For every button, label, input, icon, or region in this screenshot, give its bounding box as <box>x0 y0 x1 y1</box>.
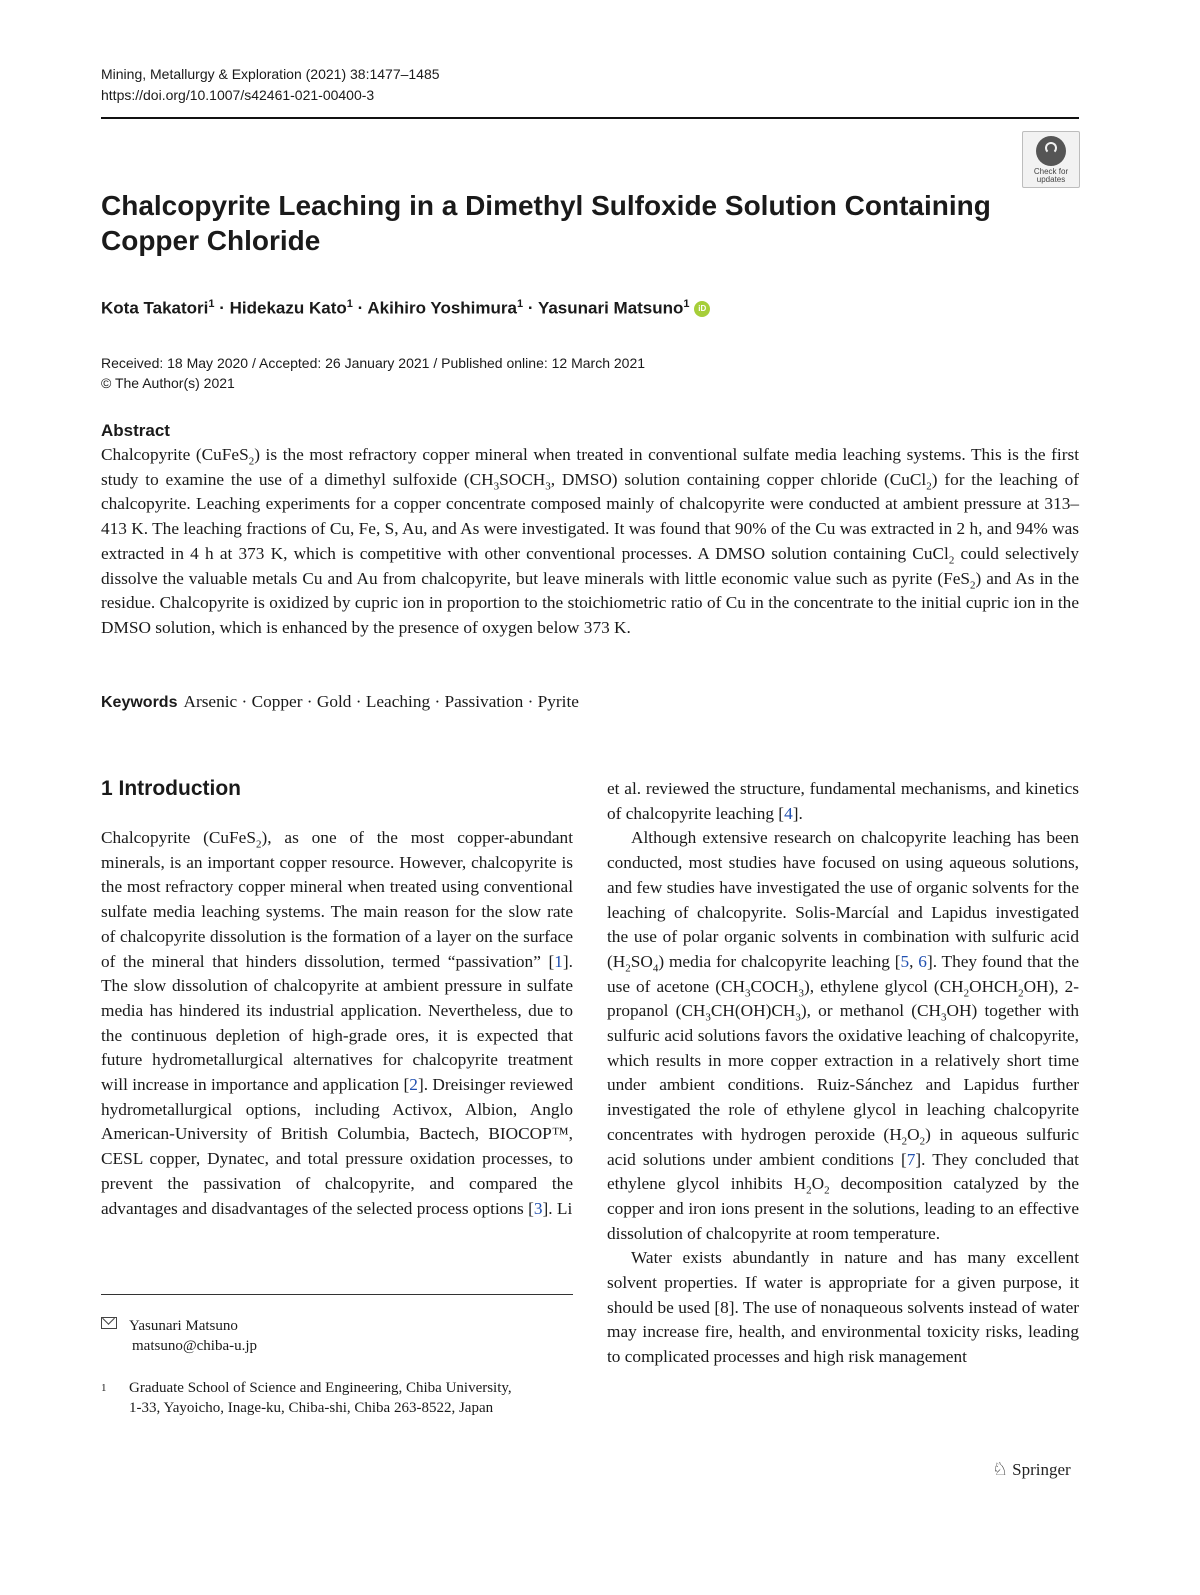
check-updates-icon <box>1036 136 1066 166</box>
intro-paragraph-2: Although extensive research on chalcopyrite leaching has been conducted, most studies have focused on using aqueous solutions, and few studies have investigated the use of organic solvents for the leaching of chalcopyrite. Solis-Marcíal and Lapidus investigated the use of polar organic solvents in combination with sulfuric acid $(H_2SO_4)$ media for chalcopyrite leaching [5, 6]. They found that the use of acetone $(CH_3COCH_3)$, ethylene glycol $(CH_2OHCH_2OH)$, 2-propanol $(CH_3CH(OH)CH_3)$, or methanol $(CH_3OH)$ together with sulfuric acid solutions favors the oxidative leaching of chalcopyrite, which results in more copper extraction in a relatively short time under ambient conditions. Ruiz-Sánchez and Lapidus further investigated the role of ethylene glycol in leaching chalcopyrite concentrates with hydrogen peroxide $(H_2O_2)$ in aqueous sulfuric acid solutions under ambient conditions [7]. They concluded that ethylene glycol inhibits $H_2O_2$ decomposition catalyzed by the copper and iron ions present in the solutions, leading to an effective dissolution of chalcopyrite at room temperature. <box>607 828 1080 1243</box>
author-affiliation-mark: 1 <box>516 298 524 310</box>
author-name[interactable]: Hidekazu Kato <box>229 298 347 318</box>
author-separator: · <box>357 298 364 318</box>
right-column <box>607 777 1079 1370</box>
intro-paragraph-1-part-b: et al. reviewed the structure, fundamental mechanisms, and kinetics of chalcopyrite leaching [4]. <box>607 779 1079 823</box>
author-separator: · <box>527 298 534 318</box>
intro-paragraph-3: Water exists abundantly in nature and has many excellent solvent properties. If water is appropriate for a given purpose, it should be used [8]. The use of nonaqueous solvents instead of water may increase fire, health, and environmental toxicity risks, leading to complicated processes and high risk management <box>607 1248 1079 1367</box>
section-heading-introduction: 1 Introduction <box>101 777 241 800</box>
footnote-rule <box>101 1294 573 1295</box>
left-column <box>101 826 573 1221</box>
keywords <box>101 690 579 715</box>
affiliation-footnote <box>101 1378 512 1418</box>
badge-label: Check for updates <box>1033 167 1069 184</box>
publisher-logo <box>992 1458 1071 1481</box>
corresponding-author <box>101 1316 257 1356</box>
affiliation-line: Graduate School of Science and Engineering, Chiba University, <box>129 1380 512 1396</box>
publication-dates <box>101 353 645 393</box>
contact-name: Yasunari Matsuno <box>129 1318 238 1334</box>
author-affiliation-mark: 1 <box>208 298 215 310</box>
keywords-list: Arsenic · Copper · Gold · Leaching · Passivation · Pyrite <box>183 692 579 711</box>
dates-line: Received: 18 May 2020 / Accepted: 26 January 2021 / Published online: 12 March 2021 <box>101 355 646 371</box>
author-name[interactable]: Yasunari Matsuno <box>537 298 684 318</box>
publisher-name: Springer <box>1012 1460 1071 1479</box>
affiliation-number: 1 <box>101 1382 107 1394</box>
contact-email[interactable]: matsuno@chiba-u.jp <box>132 1338 258 1354</box>
intro-paragraph-1-part-a: Chalcopyrite (CuFeS$_2$), as one of the most copper-abundant minerals, is an important copper resource. However, chalcopyrite is the most refractory copper mineral when treated using conventional sulfate media leaching systems. The main reason for the slow rate of chalcopyrite dissolution is the formation of a layer on the surface of the mineral that hinders dissolution, termed “passivation” [1]. The slow dissolution of chalcopyrite at ambient pressure in sulfate media has hindered its industrial application. Nevertheless, due to the continuous depletion of high-grade ores, it is expected that future hydrometallurgical alternatives for chalcopyrite treatment will increase in importance and application [2]. Dreisinger reviewed hydrometallurgical options, including Activox, Albion, Anglo American-University of British Columbia, Bactech, BIOCOP™, CESL copper, Dynatec, and total pressure oxidation processes, to prevent the passivation of chalcopyrite, and compared the advantages and disadvantages of the selected process options [3]. Li <box>101 828 573 1218</box>
author-list <box>101 292 710 321</box>
author-name[interactable]: Akihiro Yoshimura <box>367 298 517 318</box>
abstract-text: Chalcopyrite (CuFeS$_2$) is the most refractory copper mineral when treated in conventional sulfate media leaching systems. This is the first study to examine the use of a dimethyl sulfoxide ($CH_3SOCH_3$, DMSO) solution containing copper chloride (CuCl$_2$) for the leaching of chalcopyrite. Leaching experiments for a copper concentrate composed mainly of chalcopyrite were conducted at ambient pressure at 313–413 K. The leaching fractions of Cu, Fe, S, Au, and As were investigated. It was found that 90% of the Cu was extracted in 2 h, and 94% was extracted in 4 h at 373 K, which is competitive with other conventional processes. A DMSO solution containing CuCl$_2$ could selectively dissolve the valuable metals Cu and Au from chalcopyrite, but leave minerals with little economic value such as pyrite (FeS$_2$) and As in the residue. Chalcopyrite is oxidized by cupric ion in proportion to the stoichiometric ratio of Cu in the concentrate to the initial cupric ion in the DMSO solution, which is enhanced by the presence of oxygen below 373 K. <box>101 445 1079 637</box>
abstract-heading: Abstract <box>101 421 170 440</box>
keywords-label: Keywords <box>101 694 178 711</box>
author-separator: · <box>219 298 225 318</box>
doi-link[interactable]: https://doi.org/10.1007/s42461-021-00400-3 <box>101 87 375 103</box>
author-affiliation-mark: 1 <box>346 298 353 310</box>
author-affiliation-mark: 1 <box>683 298 690 310</box>
author-name[interactable]: Kota Takatori <box>101 298 209 318</box>
paper-title: Chalcopyrite Leaching in a Dimethyl Sulfoxide Solution Containing Copper Chloride <box>101 190 991 256</box>
header-rule <box>101 117 1079 119</box>
journal-citation: Mining, Metallurgy & Exploration (2021) 38:1477–1485 <box>101 66 440 82</box>
check-for-updates-badge[interactable] <box>1022 131 1080 188</box>
copyright-line: © The Author(s) 2021 <box>101 375 235 391</box>
journal-header <box>101 64 440 106</box>
affiliation-line: 1-33, Yayoicho, Inage-ku, Chiba-shi, Chiba 263-8522, Japan <box>129 1400 494 1416</box>
springer-horse-icon: ♘ <box>992 1459 1009 1479</box>
envelope-icon <box>101 1317 117 1329</box>
orcid-icon[interactable]: iD <box>694 301 710 317</box>
